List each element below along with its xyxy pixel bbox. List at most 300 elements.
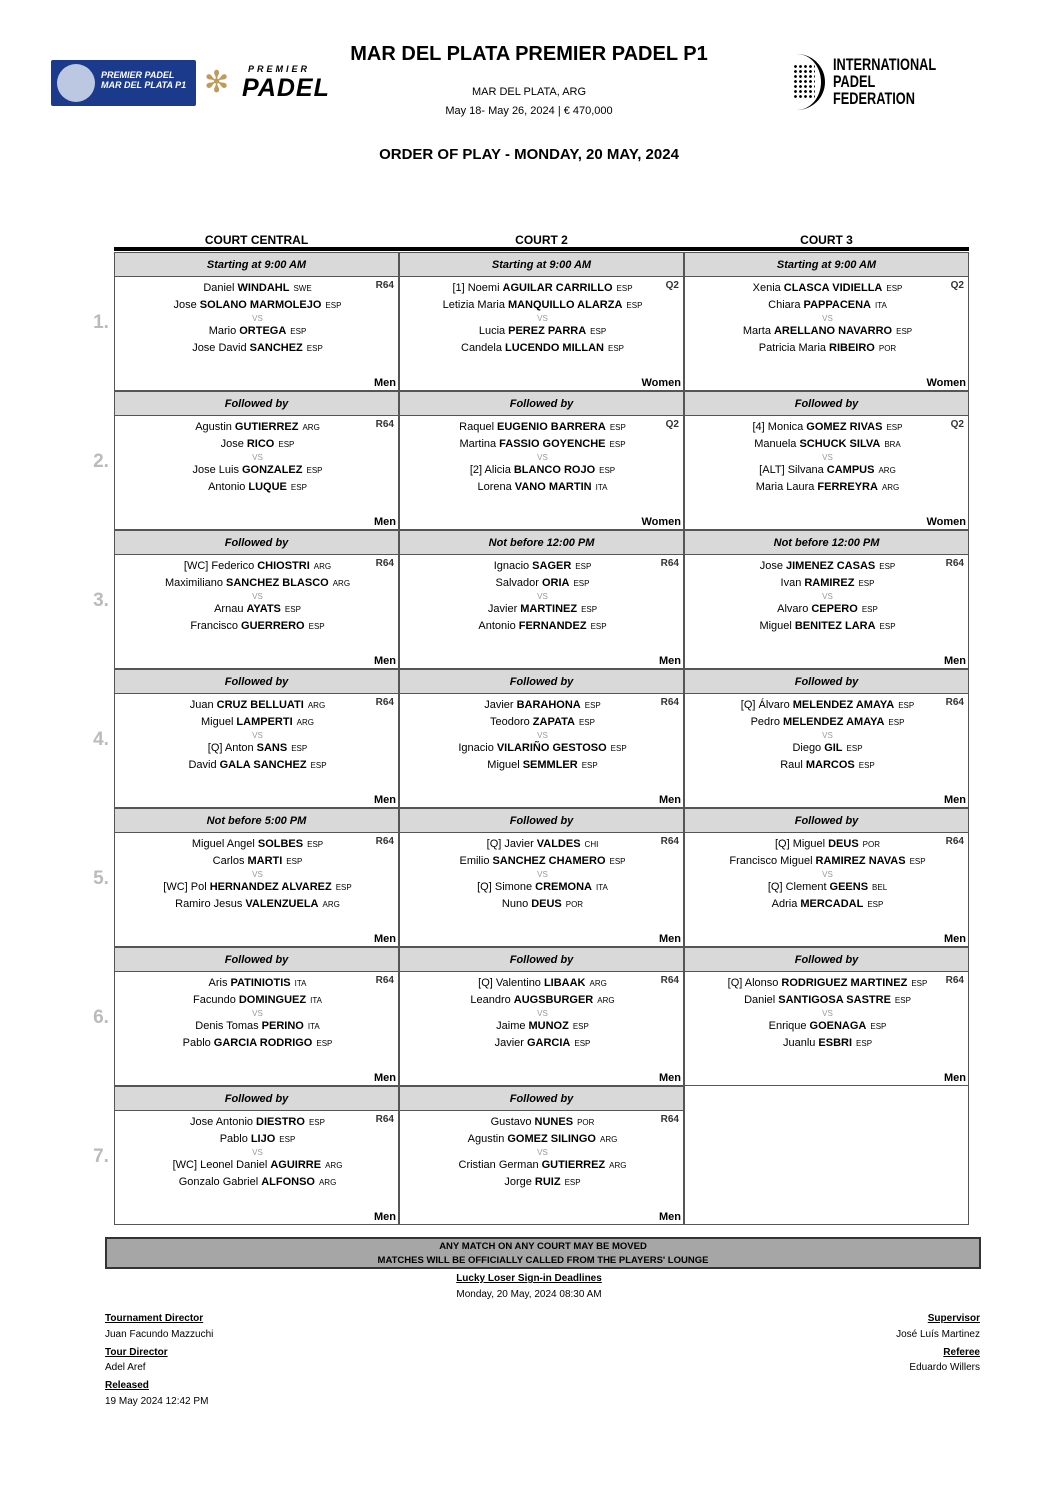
player: [115, 1159, 400, 1172]
player-first-name: Xenia: [752, 282, 781, 294]
player-last-name: ARELLANO NAVARRO: [773, 325, 893, 337]
player-nationality: ESP: [856, 1039, 873, 1048]
match-cell: [399, 277, 684, 391]
player-nationality: ESP: [574, 1039, 591, 1048]
player-first-name: Patricia Maria: [758, 342, 827, 354]
slot-time: Followed by: [114, 947, 399, 972]
player-last-name: VANO MARTIN: [514, 481, 592, 493]
player-last-name: SANTIGOSA SASTRE: [778, 994, 891, 1006]
vs-label: VS: [252, 453, 263, 462]
player: [685, 838, 970, 851]
row-number: 6.: [93, 1007, 109, 1028]
court-header-3: COURT 3: [800, 233, 853, 247]
player-last-name: SANCHEZ BLASCO: [226, 577, 329, 589]
player-first-name: Simone: [494, 881, 533, 893]
match-category: Men: [944, 1072, 966, 1084]
match-round: Q2: [665, 280, 679, 291]
player-first-name: Miguel: [792, 838, 826, 850]
player-last-name: FERREYRA: [817, 481, 878, 493]
player-nationality: ITA: [595, 483, 608, 492]
player: [115, 325, 400, 338]
player-first-name: Miguel: [759, 620, 792, 632]
player-last-name: EUGENIO BARRERA: [497, 421, 606, 433]
player-first-name: Raquel: [459, 421, 495, 433]
match-cell: [114, 1111, 399, 1225]
player-last-name: RICO: [246, 438, 275, 450]
player-first-name: Lucia: [478, 325, 506, 337]
match-category: Men: [659, 794, 681, 806]
match-category: Men: [374, 1072, 396, 1084]
player-nationality: ESP: [846, 744, 863, 753]
player-last-name: SOLANO MARMOLEJO: [199, 299, 322, 311]
player-first-name: Manuela: [754, 438, 797, 450]
vs-label: VS: [252, 731, 263, 740]
tournament-title: MAR DEL PLATA PREMIER PADEL P1: [350, 43, 708, 65]
lucky-loser-time: Monday, 20 May, 2024 08:30 AM: [456, 1289, 602, 1300]
player-last-name: GONZALEZ: [241, 464, 303, 476]
player-nationality: POR: [878, 344, 897, 353]
player-first-name: Daniel: [203, 282, 235, 294]
player-last-name: ORIA: [541, 577, 570, 589]
match-category: Men: [659, 1211, 681, 1223]
player: [400, 342, 685, 355]
player-seed: [Q]: [207, 742, 223, 754]
player-seed: [Q]: [767, 881, 783, 893]
player-first-name: Candela: [461, 342, 502, 354]
player: [685, 716, 970, 729]
player: [400, 1037, 685, 1050]
tournament-director: Juan Facundo Mazzuchi: [105, 1329, 214, 1340]
player-seed: [WC]: [163, 881, 188, 893]
match-round: R64: [660, 697, 679, 708]
player-nationality: ESP: [308, 622, 325, 631]
released-label: Released: [105, 1380, 149, 1391]
vs-label: VS: [537, 314, 548, 323]
player-last-name: SAGER: [532, 560, 572, 572]
player-nationality: ESP: [316, 1039, 333, 1048]
player-nationality: ARG: [597, 996, 615, 1005]
player-nationality: ARG: [313, 562, 332, 571]
player: [115, 881, 400, 894]
player-nationality: ARG: [302, 423, 320, 432]
player-last-name: MANQUILLO ALARZA: [507, 299, 623, 311]
player-last-name: LUCENDO MILLAN: [504, 342, 604, 354]
player-last-name: PERINO: [261, 1020, 304, 1032]
player-nationality: ESP: [575, 562, 592, 571]
released-time: 19 May 2024 12:42 PM: [105, 1396, 209, 1407]
player: [685, 1037, 970, 1050]
player-first-name: Jose David: [192, 342, 247, 354]
player-seed: [Q]: [477, 881, 492, 893]
player-last-name: VALENZUELA: [245, 898, 319, 910]
slot-time: Followed by: [684, 947, 969, 972]
player: [685, 699, 970, 712]
player-first-name: Valentino: [495, 977, 541, 989]
match-category: Men: [944, 933, 966, 945]
player-nationality: ESP: [626, 301, 643, 310]
player-nationality: ESP: [279, 1135, 296, 1144]
player-nationality: ESP: [858, 761, 875, 770]
player-last-name: CREMONA: [535, 881, 592, 893]
player-last-name: SCHUCK SILVA: [799, 438, 881, 450]
match-round: R64: [375, 836, 394, 847]
player-first-name: Salvador: [495, 577, 539, 589]
slot-time: Followed by: [399, 808, 684, 833]
match-cell: [399, 694, 684, 808]
player-nationality: ESP: [564, 1178, 581, 1187]
player-first-name: Denis Tomas: [195, 1020, 259, 1032]
player-first-name: Juanlu: [782, 1037, 816, 1049]
player: [115, 577, 400, 590]
player-first-name: Antonio: [478, 620, 516, 632]
player-last-name: DIESTRO: [256, 1116, 305, 1128]
player-first-name: Noemi: [467, 282, 500, 294]
player-first-name: Miguel Angel: [191, 838, 255, 850]
player-first-name: Federico: [211, 560, 255, 572]
vs-label: VS: [252, 592, 263, 601]
player-nationality: ESP: [306, 344, 323, 353]
row-number: 2.: [93, 451, 109, 472]
player: [115, 716, 400, 729]
player-nationality: ESP: [284, 605, 301, 614]
player-last-name: MELENDEZ AMAYA: [782, 716, 885, 728]
player-last-name: BENITEZ LARA: [794, 620, 876, 632]
player-last-name: GARCIA RODRIGO: [213, 1037, 313, 1049]
player-nationality: ESP: [898, 701, 915, 710]
player-last-name: DEUS: [531, 898, 562, 910]
player-nationality: POR: [565, 900, 584, 909]
player: [400, 838, 685, 851]
slot-time: Followed by: [114, 669, 399, 694]
flower-icon: ✻: [204, 66, 230, 99]
player-seed: [Q]: [774, 838, 790, 850]
player: [400, 699, 685, 712]
player: [685, 464, 970, 477]
player: [115, 438, 400, 451]
player-nationality: ESP: [310, 761, 327, 770]
match-cell: [684, 833, 969, 947]
player: [400, 881, 685, 894]
player-last-name: MERCADAL: [800, 898, 864, 910]
player-nationality: ARG: [325, 1161, 343, 1170]
player-first-name: Miguel: [201, 716, 234, 728]
player-first-name: Jose Luis: [192, 464, 239, 476]
player-first-name: Jose: [220, 438, 244, 450]
player: [115, 560, 400, 573]
row-number: 1.: [93, 312, 109, 333]
player-first-name: Arnau: [214, 603, 244, 615]
player-first-name: Agustin: [195, 421, 232, 433]
player-first-name: Jose: [759, 560, 783, 572]
player-last-name: SANS: [256, 742, 288, 754]
player: [115, 699, 400, 712]
tour-director: Adel Aref: [105, 1362, 146, 1373]
player-nationality: ESP: [879, 622, 896, 631]
player: [685, 603, 970, 616]
player-last-name: RIBEIRO: [829, 342, 875, 354]
player-first-name: Pedro: [750, 716, 780, 728]
player: [115, 342, 400, 355]
player-nationality: POR: [577, 1118, 595, 1127]
vs-label: VS: [537, 1009, 548, 1018]
player-last-name: GOMEZ SILINGO: [507, 1133, 596, 1145]
player-first-name: David: [188, 759, 217, 771]
player: [685, 759, 970, 772]
player: [400, 421, 685, 434]
match-cell: [684, 694, 969, 808]
court-header-2: COURT 2: [515, 233, 568, 247]
notice-line: MATCHES WILL BE OFFICIALLY CALLED FROM THE PLAYERS' LOUNGE: [377, 1255, 709, 1266]
player-nationality: ESP: [590, 327, 607, 336]
player: [115, 742, 400, 755]
player: [400, 1176, 685, 1189]
player: [115, 299, 400, 312]
player-last-name: WINDAHL: [237, 282, 290, 294]
player-first-name: Letizia Maria: [442, 299, 505, 311]
match-round: R64: [945, 697, 964, 708]
player-last-name: DOMINGUEZ: [238, 994, 307, 1006]
premier-padel-mar-del-plata-logo: [51, 60, 196, 106]
match-round: R64: [945, 975, 964, 986]
header-divider: [114, 247, 969, 251]
player-nationality: ESP: [886, 423, 903, 432]
vs-label: VS: [537, 1148, 548, 1157]
player-nationality: ARG: [332, 579, 351, 588]
row-number: 7.: [93, 1146, 109, 1167]
player: [115, 977, 400, 990]
match-round: R64: [660, 1114, 679, 1125]
slot-time: Not before 5:00 PM: [114, 808, 399, 833]
player-first-name: Alicia: [484, 464, 511, 476]
slot-time: Not before 12:00 PM: [684, 530, 969, 555]
match-round: R64: [375, 975, 394, 986]
player-nationality: ESP: [572, 1022, 589, 1031]
player-last-name: LUQUE: [248, 481, 287, 493]
player-nationality: ARG: [589, 979, 607, 988]
player-nationality: ESP: [306, 466, 323, 475]
player-first-name: Javier: [494, 1037, 524, 1049]
player-last-name: RAMIREZ NAVAS: [815, 855, 906, 867]
player-first-name: Miguel: [487, 759, 520, 771]
player-first-name: Jaime: [496, 1020, 526, 1032]
player-nationality: ITA: [874, 301, 887, 310]
player-last-name: ORTEGA: [239, 325, 287, 337]
player-last-name: FERNANDEZ: [518, 620, 587, 632]
player-nationality: BEL: [872, 883, 888, 892]
vs-label: VS: [537, 453, 548, 462]
player-first-name: Francisco: [190, 620, 239, 632]
notice-banner: [105, 1237, 981, 1269]
match-round: R64: [375, 280, 394, 291]
player-last-name: LIJO: [250, 1133, 276, 1145]
player-nationality: ESP: [308, 1118, 325, 1127]
player: [400, 325, 685, 338]
player: [685, 620, 970, 633]
player-first-name: Daniel: [744, 994, 776, 1006]
player: [400, 620, 685, 633]
slot-time: Followed by: [684, 808, 969, 833]
player: [400, 977, 685, 990]
player: [685, 481, 970, 494]
player-last-name: FASSIO GOYENCHE: [499, 438, 606, 450]
player-nationality: ESP: [894, 996, 911, 1005]
vs-label: VS: [822, 314, 833, 323]
player-first-name: Alonso: [744, 977, 779, 989]
player: [685, 977, 970, 990]
player-first-name: Ramiro Jesus: [175, 898, 243, 910]
player-nationality: CHI: [584, 840, 599, 849]
player-last-name: GUTIERREZ: [234, 421, 299, 433]
player-seed: [Q]: [727, 977, 743, 989]
match-cell: [114, 694, 399, 808]
player-nationality: ESP: [609, 423, 626, 432]
player: [400, 438, 685, 451]
player-nationality: ESP: [909, 857, 926, 866]
match-round: Q2: [950, 419, 964, 430]
player-nationality: ESP: [335, 883, 352, 892]
player-nationality: ESP: [609, 440, 626, 449]
player: [115, 898, 400, 911]
dots-icon: [793, 64, 815, 100]
player-nationality: ARG: [881, 483, 900, 492]
player-last-name: RAMIREZ: [804, 577, 855, 589]
player: [115, 1037, 400, 1050]
match-round: Q2: [950, 280, 964, 291]
player: [685, 438, 970, 451]
player: [400, 1133, 685, 1146]
player-nationality: ESP: [581, 605, 598, 614]
player-last-name: GUTIERREZ: [541, 1159, 606, 1171]
player: [685, 742, 970, 755]
court-header-central: COURT CENTRAL: [204, 233, 309, 247]
player-nationality: ESP: [307, 840, 324, 849]
player: [685, 1020, 970, 1033]
player-nationality: ESP: [896, 327, 913, 336]
player: [115, 1020, 400, 1033]
slot-time: Followed by: [684, 391, 969, 416]
player-first-name: Teodoro: [490, 716, 530, 728]
player-seed: [4]: [752, 421, 765, 433]
player: [400, 481, 685, 494]
match-round: R64: [375, 697, 394, 708]
match-cell: [114, 555, 399, 669]
player-nationality: ESP: [911, 979, 928, 988]
player: [115, 759, 400, 772]
player-last-name: AYATS: [246, 603, 281, 615]
player-first-name: Cristian German: [458, 1159, 539, 1171]
vs-label: VS: [537, 592, 548, 601]
player-nationality: ARG: [318, 1178, 337, 1187]
player: [115, 1176, 400, 1189]
player-nationality: ITA: [307, 1022, 320, 1031]
slot-time: Followed by: [399, 947, 684, 972]
player-seed: [Q]: [740, 699, 756, 711]
player-last-name: SEMMLER: [522, 759, 578, 771]
player-nationality: ESP: [290, 327, 307, 336]
player-nationality: ESP: [573, 579, 590, 588]
player: [685, 325, 970, 338]
player-last-name: GARCIA: [526, 1037, 571, 1049]
vs-label: VS: [822, 453, 833, 462]
slot-time: Followed by: [114, 530, 399, 555]
player-first-name: Clement: [785, 881, 827, 893]
player-seed: [WC]: [183, 560, 209, 572]
player: [400, 560, 685, 573]
tournament-director-label: Tournament Director: [105, 1313, 204, 1324]
player-last-name: GALA SANCHEZ: [219, 759, 307, 771]
player: [685, 881, 970, 894]
player: [685, 994, 970, 1007]
player-last-name: MARTINEZ: [520, 603, 578, 615]
match-category: Men: [944, 655, 966, 667]
match-round: Q2: [665, 419, 679, 430]
player-seed: [2]: [469, 464, 483, 476]
vs-label: VS: [252, 1009, 263, 1018]
player: [400, 577, 685, 590]
player-last-name: GIL: [824, 742, 843, 754]
player-first-name: Gonzalo Gabriel: [178, 1176, 259, 1188]
match-cell: [684, 555, 969, 669]
match-cell: [684, 416, 969, 530]
player-first-name: Adria: [771, 898, 798, 910]
player-last-name: AGUIRRE: [270, 1159, 322, 1171]
player: [685, 577, 970, 590]
player-last-name: SOLBES: [257, 838, 304, 850]
player: [400, 1020, 685, 1033]
player-first-name: Silvana: [787, 464, 824, 476]
match-cell: [399, 416, 684, 530]
player-first-name: Alvaro: [777, 603, 809, 615]
player: [685, 855, 970, 868]
match-cell: [684, 972, 969, 1086]
player: [400, 742, 685, 755]
supervisor-label: Supervisor: [927, 1313, 980, 1324]
logo-text: PREMIER PADEL: [101, 70, 175, 80]
player: [400, 994, 685, 1007]
player-first-name: Diego: [792, 742, 822, 754]
player: [400, 898, 685, 911]
player-nationality: ARG: [599, 1135, 618, 1144]
match-round: R64: [660, 558, 679, 569]
player-nationality: ESP: [861, 605, 878, 614]
player-nationality: BRA: [884, 440, 901, 449]
empty-cell: [684, 1086, 969, 1225]
player-last-name: CAMPUS: [826, 464, 875, 476]
player-nationality: ITA: [310, 996, 322, 1005]
player: [115, 464, 400, 477]
player-last-name: PEREZ PARRA: [508, 325, 587, 337]
player-seed: [1]: [452, 282, 465, 294]
player-last-name: DEUS: [828, 838, 859, 850]
player-first-name: Emilio: [459, 855, 490, 867]
player-nationality: ARG: [296, 718, 314, 727]
player-nationality: ESP: [286, 857, 303, 866]
player-nationality: ITA: [596, 883, 608, 892]
match-category: Women: [641, 377, 681, 389]
player-first-name: Javier: [504, 838, 534, 850]
slot-time: Followed by: [399, 391, 684, 416]
row-number: 3.: [93, 590, 109, 611]
player-last-name: PATINIOTIS: [230, 977, 291, 989]
match-category: Men: [374, 794, 396, 806]
player: [685, 342, 970, 355]
player-last-name: CRUZ BELLUATI: [216, 699, 304, 711]
player-last-name: GOENAGA: [809, 1020, 867, 1032]
player: [400, 464, 685, 477]
match-category: Women: [641, 516, 681, 528]
player-last-name: BLANCO ROJO: [513, 464, 596, 476]
match-cell: [114, 416, 399, 530]
